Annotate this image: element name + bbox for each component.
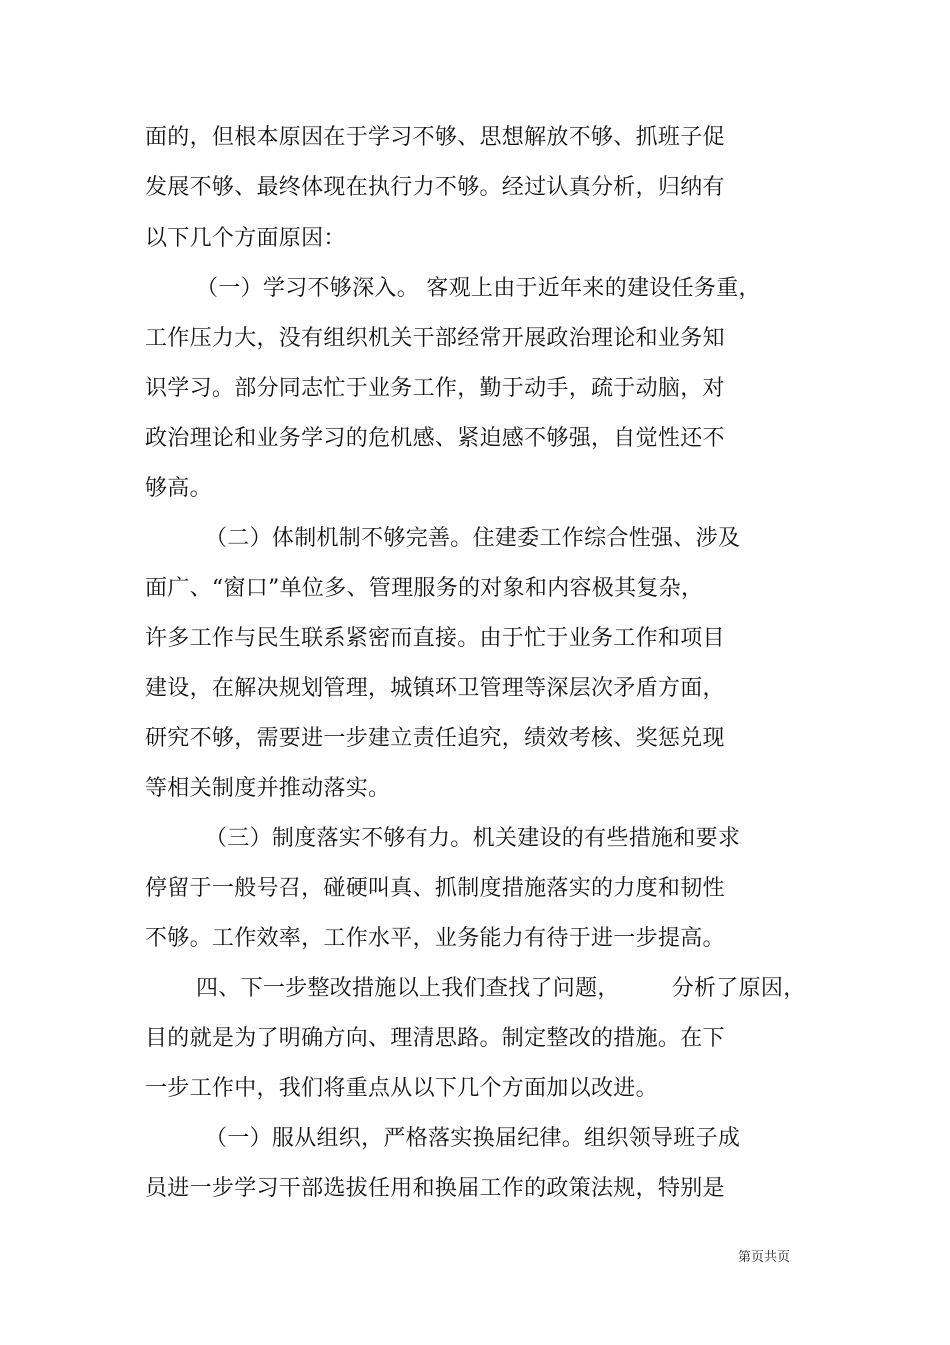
text-line: 等相关制度并推动落实。 (145, 776, 391, 801)
text-line: （一）服从组织，严格落实换届纪律。组织领导班子成 (205, 1126, 741, 1151)
text-line: 停留于一般号召，碰硬叫真、抓制度措施落实的力度和韧性 (145, 876, 725, 901)
text-line: 政治理论和业务学习的危机感、紧迫感不够强，自觉性还不 (145, 426, 725, 451)
text-line: 发展不够、最终体现在执行力不够。经过认真分析，归纳有 (145, 175, 725, 200)
text-line: 许多工作与民生联系紧密而直接。由于忙于业务工作和项目 (145, 626, 725, 651)
text-line: 面的，但根本原因在于学习不够、思想解放不够、抓班子促 (145, 125, 725, 150)
text-line: （二）体制机制不够完善。住建委工作综合性强、涉及 (205, 526, 741, 551)
text-line: 识学习。部分同志忙于业务工作，勤于动手，疏于动脑，对 (145, 376, 725, 401)
text-line-part: 四、下一步整改措施以上我们查找了问题， (196, 976, 620, 1001)
text-line: 不够。工作效率，工作水平，业务能力有待于进一步提高。 (145, 926, 725, 951)
text-line: 面广、“窗口”单位多、管理服务的对象和内容极其复杂， (145, 576, 704, 601)
page-footer: 第页共页 (738, 1250, 791, 1265)
text-line: 目的就是为了明确方向、理清思路。制定整改的措施。在下 (145, 1026, 725, 1051)
text-line: （一）学习不够深入。 客观上由于近年来的建设任务重， (196, 276, 761, 301)
text-line-split (196, 969, 856, 1009)
text-line: 工作压力大，没有组织机关干部经常开展政治理论和业务知 (145, 326, 725, 351)
text-line: 一步工作中，我们将重点从以下几个方面加以改进。 (145, 1076, 658, 1101)
text-line: 以下几个方面原因： (145, 226, 346, 251)
text-line: 员进一步学习干部选拔任用和换届工作的政策法规，特别是 (145, 1176, 725, 1201)
text-line: 够高。 (145, 476, 212, 501)
text-line: 建设，在解决规划管理，城镇环卫管理等深层次矛盾方面， (145, 676, 725, 701)
text-line: （三）制度落实不够有力。机关建设的有些措施和要求 (205, 826, 741, 851)
text-line: 研究不够，需要进一步建立责任追究，绩效考核、奖惩兑现 (145, 726, 725, 751)
text-line-part: 分析了原因， (671, 976, 806, 1001)
